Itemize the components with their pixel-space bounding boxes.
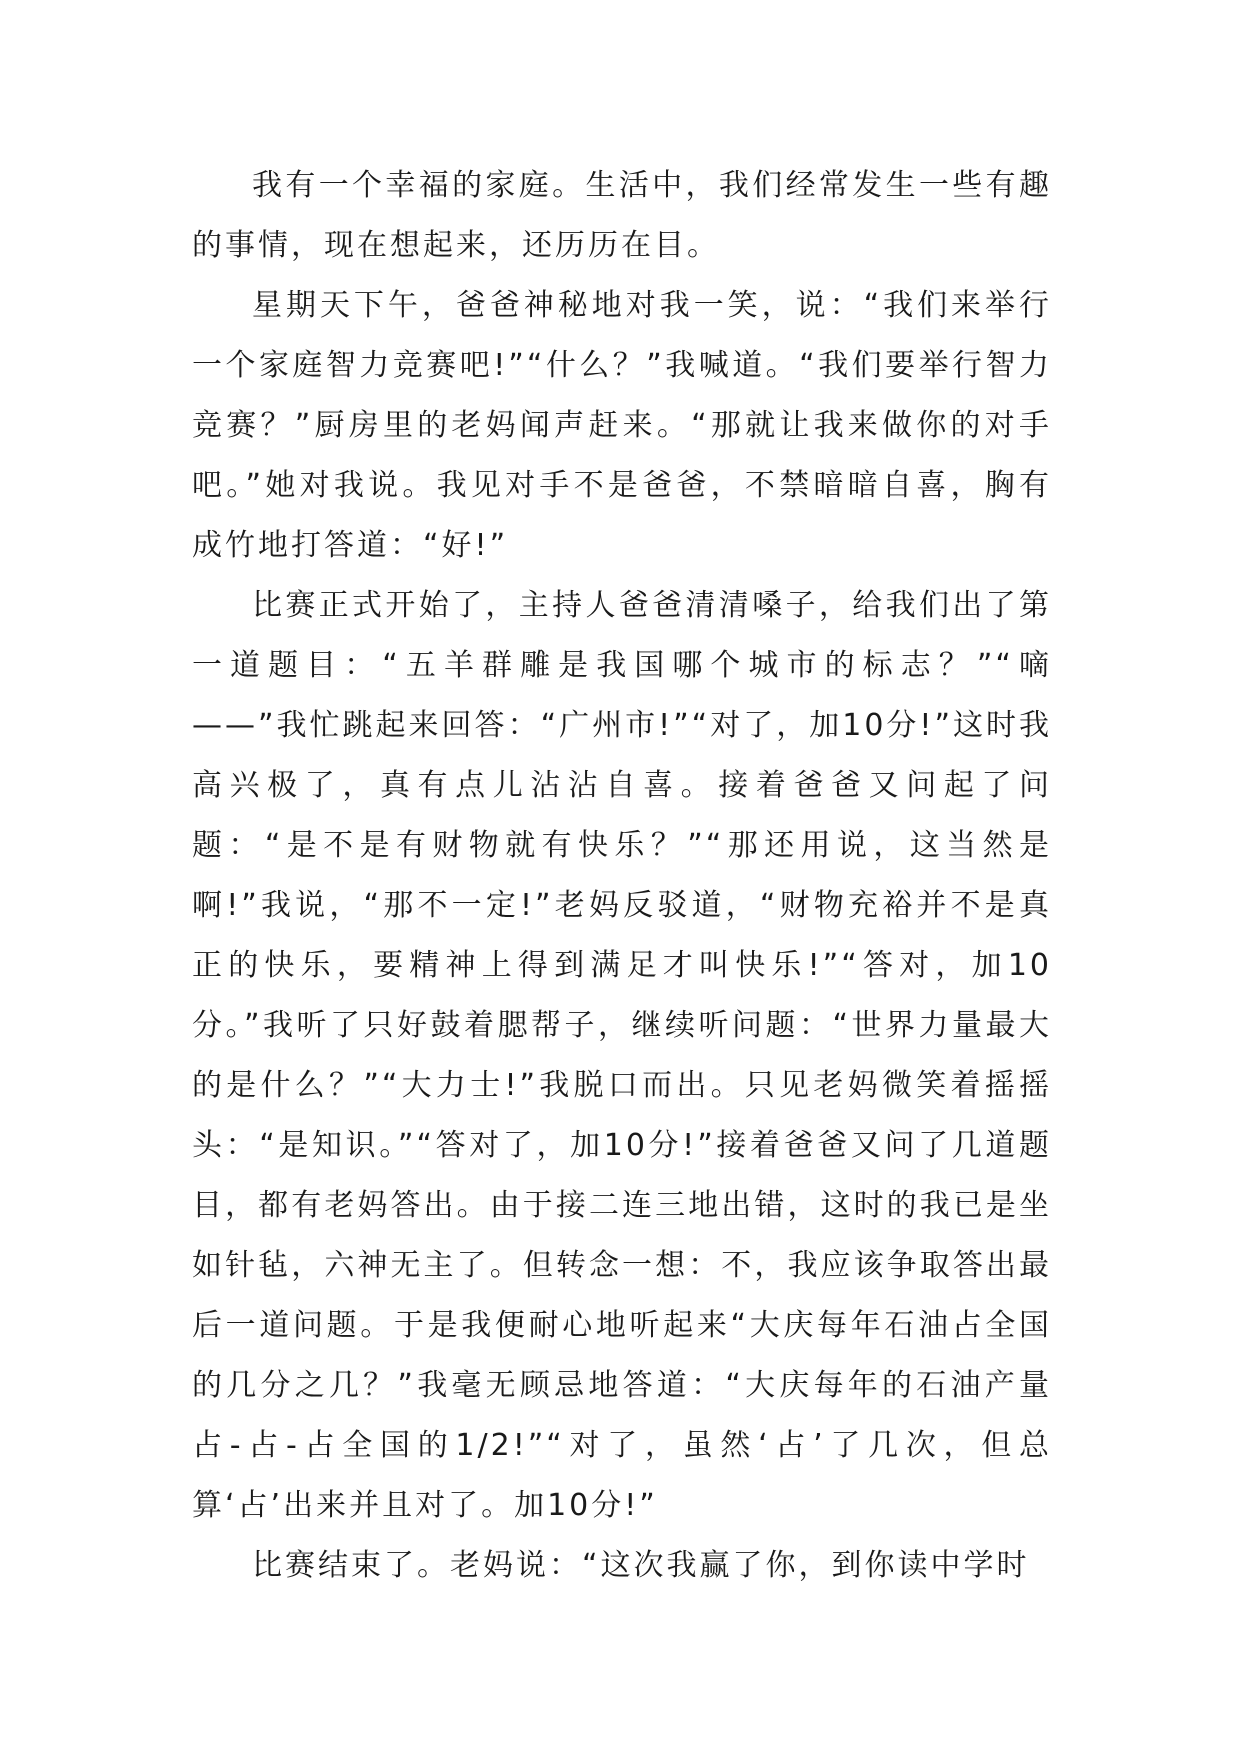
essay-body [192,156,1052,1596]
paragraph-3: 比赛正式开始了，主持人爸爸清清嗓子，给我们出了第一道题目：“五羊群雕是我国哪个城市的标志？”“嘀——”我忙跳起来回答：“广州市!”“对了，加10分!”这时我高兴极了，真有点儿沾沾自喜。接着爸爸又问起了问题：“是不是有财物就有快乐？”“那还用说，这当然是啊!”我说，“那不一定!”老妈反驳道，“财物充裕并不是真正的快乐，要精神上得到满足才叫快乐!”“答对，加10分。”我听了只好鼓着腮帮子，继续听问题：“世界力量最大的是什么？”“大力士!”我脱口而出。只见老妈微笑着摇摇头：“是知识。”“答对了，加10分!”接着爸爸又问了几道题目，都有老妈答出。由于接二连三地出错，这时的我已是坐如针毡，六神无主了。但转念一想：不，我应该争取答出最后一道问题。于是我便耐心地听起来“大庆每年石油占全国的几分之几？”我毫无顾忌地答道：“大庆每年的石油产量占-占-占全国的1/2!”“对了，虽然‘占’了几次，但总算‘占’出来并且对了。加10分!” [192,588,1052,1523]
paragraph-1: 我有一个幸福的家庭。生活中，我们经常发生一些有趣的事情，现在想起来，还历历在目。 [192,168,1052,263]
paragraph-2: 星期天下午，爸爸神秘地对我一笑，说：“我们来举行一个家庭智力竞赛吧!”“什么？”我喊道。“我们要举行智力竞赛？”厨房里的老妈闻声赶来。“那就让我来做你的对手吧。”她对我说。我见对手不是爸爸，不禁暗暗自喜，胸有成竹地打答道：“好!” [192,288,1052,563]
paragraph-4: 比赛结束了。老妈说：“这次我赢了你，到你读中学时 [252,1548,1030,1583]
